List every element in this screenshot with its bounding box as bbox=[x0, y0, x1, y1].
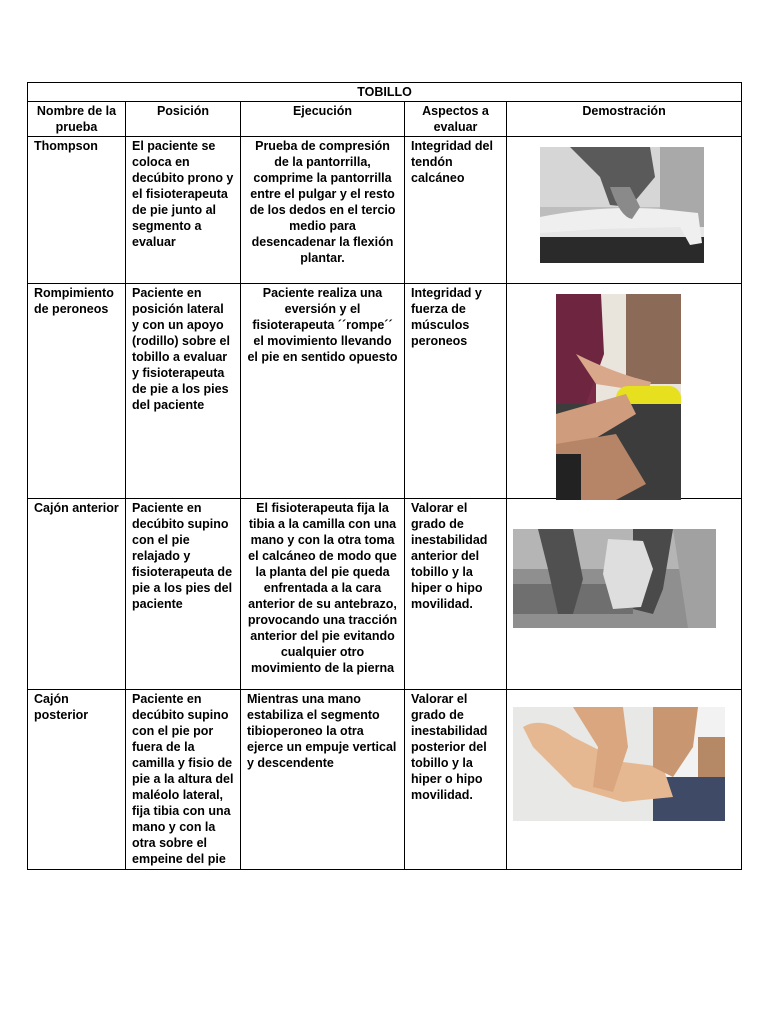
table-row bbox=[28, 137, 742, 284]
cell-demostracion bbox=[507, 499, 742, 690]
cell-nombre: Thompson bbox=[28, 137, 126, 284]
cell-nombre: Cajón anterior bbox=[28, 499, 126, 690]
header-nombre: Nombre de la prueba bbox=[28, 102, 126, 137]
table-row bbox=[28, 690, 742, 870]
cell-posicion: El paciente se coloca en decúbito prono y el fisioterapeuta de pie junto al segmento a evaluar bbox=[126, 137, 241, 284]
header-ejecucion: Ejecución bbox=[241, 102, 405, 137]
cell-aspectos: Valorar el grado de inestabilidad posterior del tobillo y la hiper o hipo movilidad. bbox=[405, 690, 507, 870]
table-row bbox=[28, 499, 742, 690]
header-demostracion: Demostración bbox=[507, 102, 742, 137]
ankle-tests-table bbox=[27, 82, 742, 870]
cell-demostracion bbox=[507, 137, 742, 284]
header-aspectos: Aspectos a evaluar bbox=[405, 102, 507, 137]
header-posicion: Posición bbox=[126, 102, 241, 137]
cell-ejecucion: Mientras una mano estabiliza el segmento tibioperoneo la otra ejerce un empuje vertical y descendente bbox=[241, 690, 405, 870]
cell-ejecucion: El fisioterapeuta fija la tibia a la camilla con una mano y con la otra toma el calcáneo de modo que la planta del pie queda enfrentada a la cara anterior de su antebrazo, provocando una tracción anterior del pie evitando cualquier otro movimiento de la pierna bbox=[241, 499, 405, 690]
cell-aspectos: Integridad del tendón calcáneo bbox=[405, 137, 507, 284]
table-row bbox=[28, 284, 742, 499]
cell-demostracion bbox=[507, 284, 742, 499]
cell-posicion: Paciente en posición lateral y con un apoyo (rodillo) sobre el tobillo a evaluar y fisioterapeuta de pie a los pies del paciente bbox=[126, 284, 241, 499]
cell-posicion: Paciente en decúbito supino con el pie por fuera de la camilla y fisio de pie a la altura del maléolo lateral, fija tibia con una mano y con la otra sobre el empeine del pie bbox=[126, 690, 241, 870]
photo-thompson-test-icon bbox=[540, 147, 704, 263]
cell-aspectos: Integridad y fuerza de músculos peroneos bbox=[405, 284, 507, 499]
cell-ejecucion: Paciente realiza una eversión y el fisioterapeuta ´´rompe´´ el movimiento llevando el pie en sentido opuesto bbox=[241, 284, 405, 499]
cell-demostracion bbox=[507, 690, 742, 870]
cell-aspectos: Valorar el grado de inestabilidad anterior del tobillo y la hiper o hipo movilidad. bbox=[405, 499, 507, 690]
table-title: TOBILLO bbox=[28, 83, 742, 102]
cell-ejecucion: Prueba de compresión de la pantorrilla, comprime la pantorrilla entre el pulgar y el resto de los dedos en el tercio medio para desencadenar la flexión plantar. bbox=[241, 137, 405, 284]
cell-nombre: Cajón posterior bbox=[28, 690, 126, 870]
photo-peroneal-break-test-icon bbox=[556, 294, 681, 500]
cell-nombre: Rompimiento de peroneos bbox=[28, 284, 126, 499]
photo-posterior-drawer-test-icon bbox=[513, 707, 725, 821]
photo-anterior-drawer-test-icon bbox=[513, 529, 716, 628]
cell-posicion: Paciente en decúbito supino con el pie relajado y fisioterapeuta de pie a los pies del paciente bbox=[126, 499, 241, 690]
